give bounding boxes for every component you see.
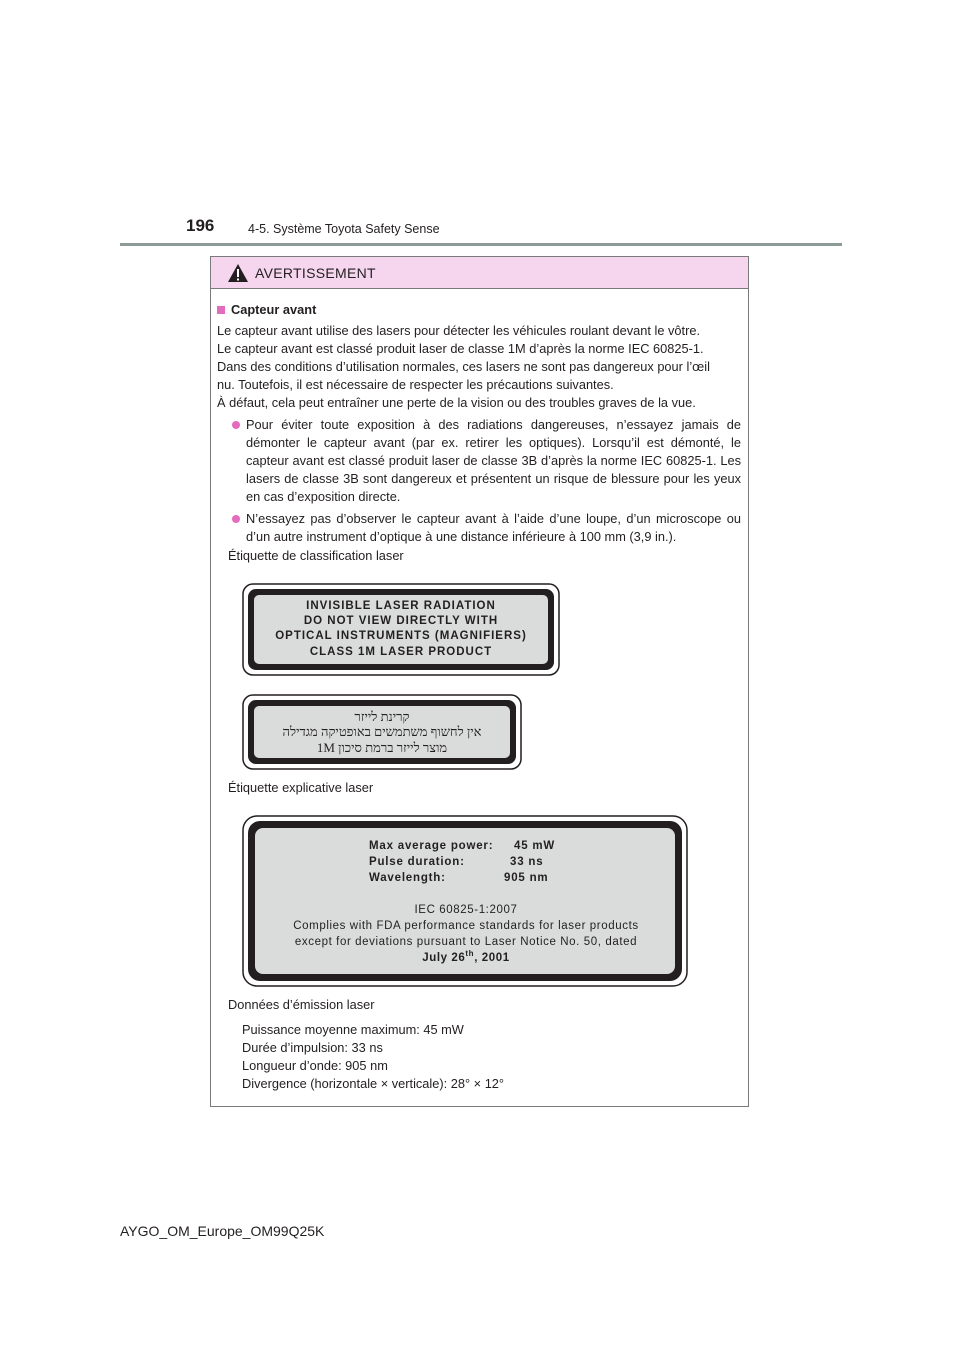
round-bullet-icon (232, 421, 240, 429)
square-bullet-icon (217, 306, 225, 314)
emission-caption: Données d’émission laser (228, 997, 375, 1012)
warning-triangle-icon (227, 263, 249, 283)
spec-value: 45 mW (514, 840, 556, 852)
label-classification-en (242, 583, 560, 676)
spec-value: 33 ns (510, 856, 544, 868)
emission-line: Divergence (horizontale × verticale): 28° × 12° (242, 1076, 505, 1091)
label-he-line: אין לחשוף משתמשים באופטיקה מגדילה (282, 724, 482, 739)
subheading-text: Capteur avant (231, 302, 317, 317)
label-he-line: מוצר לייזר ברמת סיכון 1M (316, 740, 448, 755)
intro-line: Le capteur avant utilise des lasers pour détecter les véhicules roulant devant le vôtre. (217, 323, 701, 338)
label-en-line: DO NOT VIEW DIRECTLY WITH (303, 615, 499, 627)
round-bullet-icon (232, 515, 240, 523)
intro-line: Le capteur avant est classé produit laser de classe 1M d’après la norme IEC 60825-1. (217, 341, 704, 356)
bullet-text: Pour éviter toute exposition à des radiations dangereuses, n’essayez jamais de démonter le capteur avant (par ex. retirer les optiques). Lorsqu’il est démonté, le capteur avant est classé produit laser de classe 3B d’après la norme IEC 60825-1. Les lasers de classe 3B sont dangereux et présentent un risque de blessure pour les yeux en cas d’exposition directe. (246, 417, 741, 504)
bullet-item (221, 416, 741, 506)
label-en-line: OPTICAL INSTRUMENTS (MAGNIFIERS) (275, 630, 527, 642)
intro-line: À défaut, cela peut entraîner une perte de la vision ou des troubles graves de la vue. (217, 395, 696, 410)
footer-doc-code: AYGO_OM_Europe_OM99Q25K (120, 1223, 325, 1239)
label-en-line: CLASS 1M LASER PRODUCT (309, 646, 493, 658)
page-number: 196 (186, 216, 215, 235)
date-tail: , 2001 (474, 952, 510, 964)
emission-line: Durée d’impulsion: 33 ns (242, 1040, 383, 1055)
standard-text: IEC 60825-1:2007 (414, 904, 518, 916)
intro-line: Dans des conditions d’utilisation normales, ces lasers ne sont pas dangereux pour l’œil (217, 359, 710, 374)
label-he-line: קרינת לייזר (354, 709, 410, 724)
compliance-line: except for deviations pursuant to Laser Notice No. 50, dated (294, 936, 638, 948)
warning-content (217, 301, 741, 546)
spec-value: 905 nm (504, 872, 549, 884)
header-rule (120, 243, 842, 246)
label-classification-he (242, 694, 522, 770)
spec-key: Max average power: (369, 840, 494, 852)
date-sup: th (465, 949, 475, 958)
spec-key: Wavelength: (369, 872, 446, 884)
explanatory-caption: Étiquette explicative laser (228, 780, 374, 795)
bullet-item (221, 510, 741, 546)
subheading (217, 301, 741, 319)
classification-caption: Étiquette de classification laser (228, 548, 404, 563)
intro-paragraph (217, 322, 741, 412)
emission-line: Longueur d’onde: 905 nm (242, 1058, 388, 1073)
section-title: 4-5. Système Toyota Safety Sense (248, 222, 440, 236)
warning-title: AVERTISSEMENT (255, 264, 376, 281)
intro-line: nu. Toutefois, il est nécessaire de respecter les précautions suivantes. (217, 377, 614, 392)
compliance-line: Complies with FDA performance standards for laser products (293, 920, 639, 932)
label-en-line: INVISIBLE LASER RADIATION (306, 600, 496, 612)
emission-line: Puissance moyenne maximum: 45 mW (242, 1022, 464, 1037)
warning-header (211, 257, 748, 289)
label-explanatory (242, 815, 688, 987)
emission-data (242, 1021, 504, 1093)
bullet-text: N’essayez pas d’observer le capteur avant à l’aide d’une loupe, d’un microscope ou d’un autre instrument d’optique à une distance inférieure à 100 mm (3,9 in.). (246, 511, 741, 544)
date-main: July 26 (422, 952, 466, 964)
spec-key: Pulse duration: (369, 856, 465, 868)
